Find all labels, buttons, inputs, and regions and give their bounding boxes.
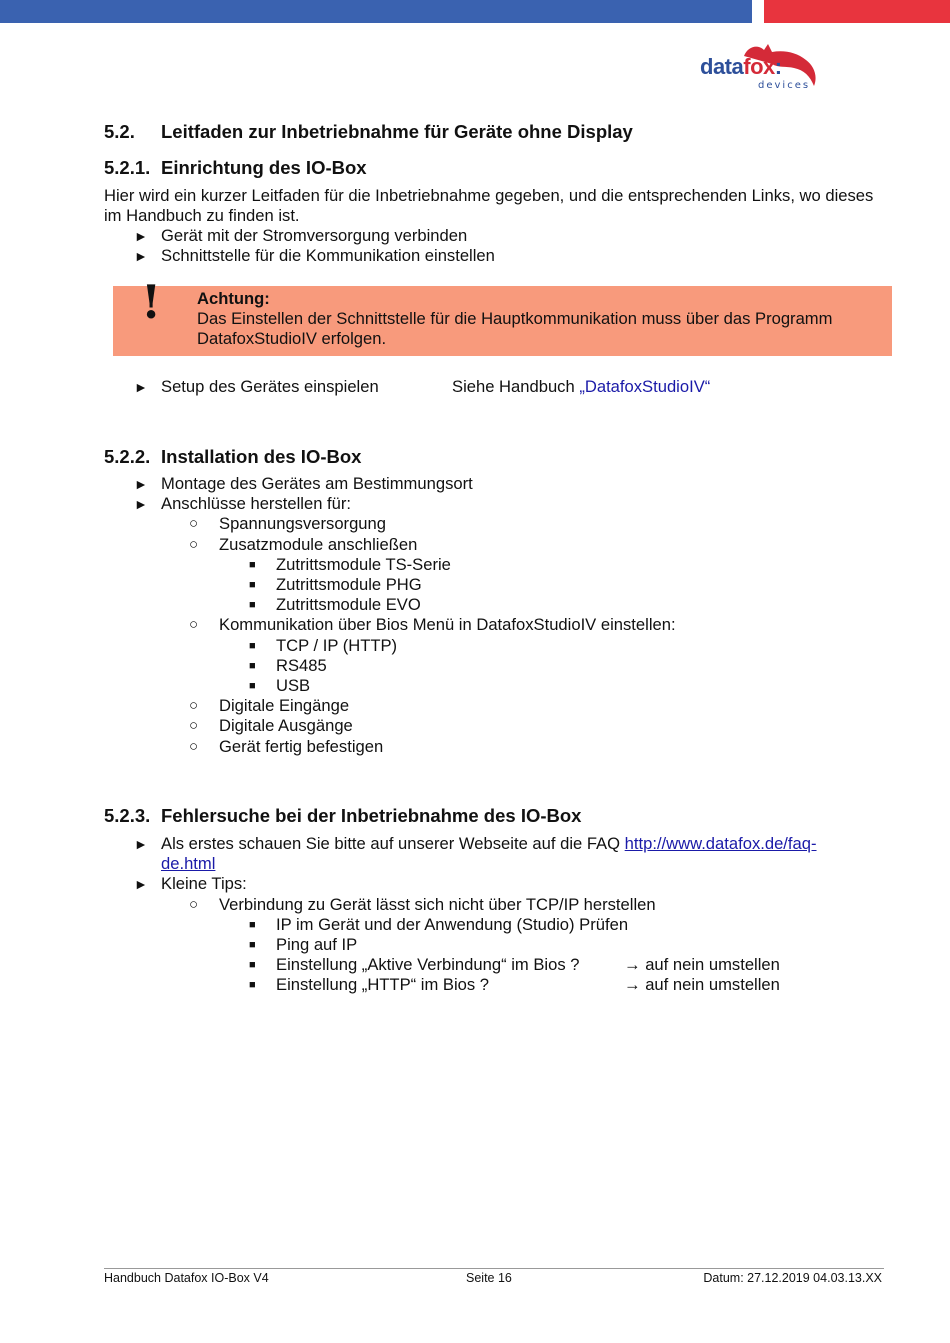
list-item: ► Montage des Gerätes am Bestimmungsort (134, 474, 473, 493)
list-item: ○ Gerät fertig befestigen (189, 736, 384, 756)
note-title: Achtung: (197, 289, 270, 308)
list-item: ■ IP im Gerät und der Anwendung (Studio) Prüfen (249, 914, 629, 934)
arrow-bullet-icon: ► (134, 836, 148, 852)
list-item: ► Kleine Tips: (134, 874, 247, 894)
header-bar-red (764, 0, 950, 23)
circle-bullet-icon: ○ (189, 697, 199, 715)
faq-link[interactable]: http://www.datafox.de/faq-de.html (161, 834, 817, 874)
datafox-logo: datafox: devices (700, 42, 820, 96)
list-item: ► Gerät mit der Stromversorgung verbinden (134, 226, 468, 245)
arrow-bullet-icon: ► (134, 379, 148, 395)
troubleshooting-list (104, 834, 874, 996)
setup-steps-list (104, 226, 874, 266)
arrow-bullet-icon: ► (134, 876, 148, 893)
footer-page-number: Seite 16 (466, 1271, 512, 1285)
list-item: ■ Zutrittsmodule PHG (249, 575, 422, 595)
circle-bullet-icon: ○ (189, 616, 199, 634)
footer-date: Datum: 27.12.2019 04.03.13.XX (703, 1271, 882, 1285)
arrow-bullet-icon: ► (134, 476, 148, 492)
square-bullet-icon: ■ (249, 939, 256, 952)
circle-bullet-icon: ○ (189, 895, 199, 913)
circle-bullet-icon: ○ (189, 535, 199, 553)
list-item: ► Anschlüsse herstellen für: (134, 494, 352, 514)
circle-bullet-icon: ○ (189, 515, 199, 533)
list-item: ► Schnittstelle für die Kommunikation einstellen (134, 246, 495, 266)
list-item: ○ Verbindung zu Gerät lässt sich nicht über TCP/IP herstellen (189, 894, 656, 914)
warning-note (113, 275, 892, 356)
list-item: ► Setup des Gerätes einspielen Siehe Handbuch „DatafoxStudioIV“ (134, 377, 711, 396)
square-bullet-icon: ■ (249, 979, 256, 992)
list-item: ○ Zusatzmodule anschließen (189, 534, 418, 554)
logo-text-data: data (700, 54, 744, 79)
subsection-heading-1: 5.2.1. Einrichtung des IO-Box (104, 157, 367, 178)
subsection-heading-3: 5.2.3. Fehlersuche bei der Inbetriebnahme des IO-Box (104, 805, 582, 826)
intro-paragraph: Hier wird ein kurzer Leitfaden für die Inbetriebnahme gegeben, und die entsprechenden Links, wo dieses im Handbuch zu finden ist. (104, 186, 874, 226)
subsection-heading-2: 5.2.2. Installation des IO-Box (104, 446, 362, 467)
list-item: ■ Zutrittsmodule TS-Serie (249, 554, 451, 574)
arrow-bullet-icon: ► (134, 496, 148, 513)
list-item: ► Als erstes schauen Sie bitte auf unserer Webseite auf die FAQ http://www.datafox.de/faq-de.html (134, 834, 817, 874)
list-item: ■ Ping auf IP (249, 935, 358, 955)
arrow-bullet-icon: ► (134, 248, 148, 265)
square-bullet-icon: ■ (249, 659, 256, 672)
setup-firmware-list (104, 377, 874, 397)
exclamation-icon: ! (141, 275, 162, 329)
action-hint: → auf nein umstellen (624, 975, 780, 995)
action-hint: → auf nein umstellen (624, 955, 780, 975)
list-item: ■ USB (249, 676, 311, 696)
section-heading: 5.2. Leitfaden zur Inbetriebnahme für Geräte ohne Display (104, 121, 633, 142)
manual-reference-link[interactable]: „DatafoxStudioIV“ (579, 377, 711, 396)
list-item: ■ Einstellung „Aktive Verbindung“ im Bios ? → auf nein umstellen (249, 955, 780, 975)
list-item: ○ Digitale Eingänge (189, 696, 350, 716)
list-item: ○ Spannungsversorgung (189, 514, 386, 534)
arrow-bullet-icon: ► (134, 228, 148, 244)
footer-divider (104, 1268, 884, 1269)
square-bullet-icon: ■ (249, 558, 256, 571)
square-bullet-icon: ■ (249, 599, 256, 612)
square-bullet-icon: ■ (249, 680, 256, 693)
square-bullet-icon: ■ (249, 918, 256, 931)
logo-subtitle: devices (758, 80, 811, 91)
list-item: ■ Einstellung „HTTP“ im Bios ? → auf nein umstellen (249, 975, 780, 995)
header-bar-blue (0, 0, 752, 23)
list-item: ■ RS485 (249, 655, 327, 675)
list-item: ○ Kommunikation über Bios Menü in DatafoxStudioIV einstellen: (189, 615, 676, 635)
note-text: Das Einstellen der Schnittstelle für die Hauptkommunikation muss über das Programm DatafoxStudioIV erfolgen. (197, 309, 833, 349)
square-bullet-icon: ■ (249, 579, 256, 592)
footer-left: Handbuch Datafox IO-Box V4 (104, 1271, 269, 1285)
installation-list (104, 474, 874, 757)
square-bullet-icon: ■ (249, 639, 256, 652)
circle-bullet-icon: ○ (189, 737, 199, 755)
list-item: ■ Zutrittsmodule EVO (249, 595, 421, 615)
logo-text-fox: fox (743, 54, 775, 79)
list-item: ■ TCP / IP (HTTP) (249, 635, 398, 655)
list-item: ○ Digitale Ausgänge (189, 716, 353, 736)
square-bullet-icon: ■ (249, 959, 256, 972)
circle-bullet-icon: ○ (189, 717, 199, 735)
